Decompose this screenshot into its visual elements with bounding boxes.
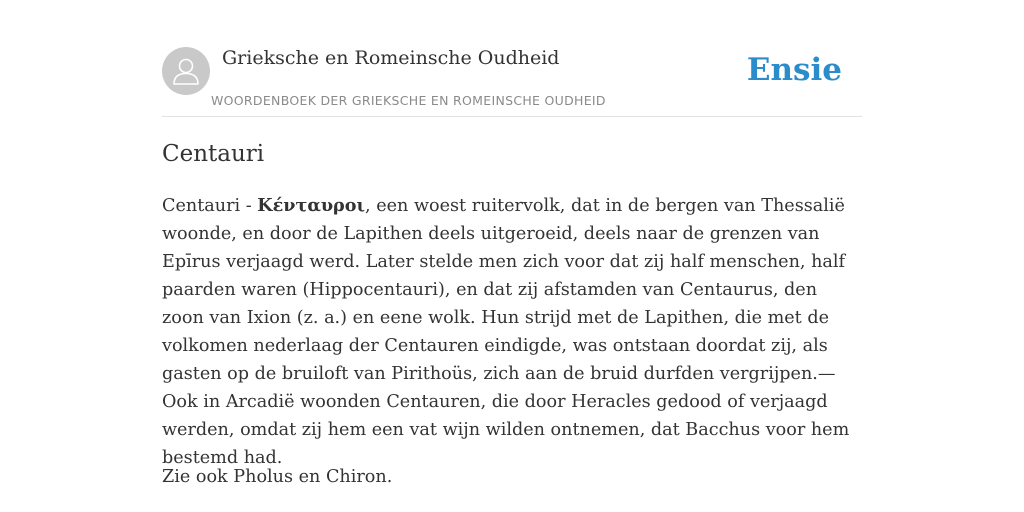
ensie-logo-link[interactable]: Ensie [746, 52, 842, 88]
user-silhouette-icon [162, 47, 210, 95]
entry-title: Centauri [162, 141, 265, 167]
entry-lemma: Centauri [162, 196, 241, 216]
see-also-text: Zie ook Pholus en Chiron. [162, 467, 393, 487]
source-subtitle: WOORDENBOEK DER GRIEKSCHE EN ROMEINSCHE OUDHEID [211, 93, 606, 108]
greek-term: Κένταυροι [257, 195, 366, 216]
definition-text: , een woest ruitervolk, dat in de bergen van Thessalië woonde, en door de Lapithen deels uitgeroeid, deels naar de grenzen van Epīrus verjaagd werd. Later stelde men zich voor dat zij half menschen, half paarden waren (Hippocentauri), en dat zij afstamden van Centaurus, den zoon van Ixion (z. a.) en eene wolk. Hun strijd met de Lapithen, die met de volkomen nederlaag der Centauren eindigde, was ontstaan doordat zij, als gasten op de bruiloft van Pirithoüs, zich aan de bruid durfden vergrijpen.—Ook in Arcadië woonden Centauren, die door Heracles gedood of verjaagd werden, omdat zij hem een vat wijn wilden ontnemen, dat Bacchus voor hem bestemd had. [162, 196, 850, 468]
source-title[interactable]: Grieksche en Romeinsche Oudheid [222, 47, 560, 69]
entry-definition [162, 192, 862, 472]
source-avatar[interactable] [162, 47, 210, 95]
lemma-separator: - [240, 196, 258, 216]
source-header [162, 46, 862, 117]
